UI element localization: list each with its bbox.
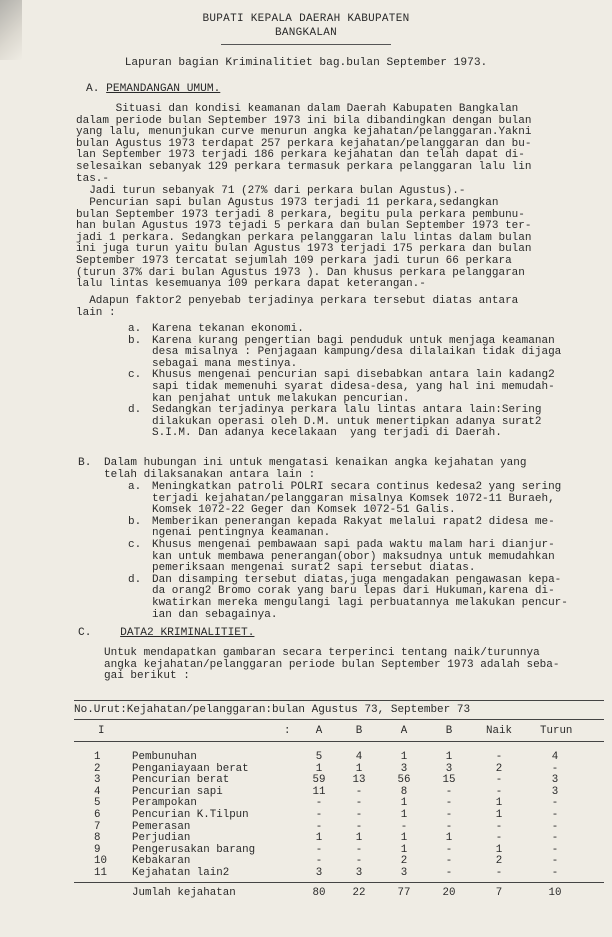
table-header-aug: A — [315, 725, 323, 737]
list-item-marker: a. — [128, 323, 142, 335]
table-row-value: - — [445, 797, 453, 810]
paragraph-line: lalu lintas kesemuanya 109 perkara dapat keterangan.- — [76, 278, 426, 291]
list-item-text: Dan disamping tersebut diatas,juga mengadakan pengawasan kepa- da orang2 Bromo corak yang baru lepas dari Hukuman,karena di- kwatirkan mereka mengulangi lagi perbuatannya melakukan pencur- ian dan sebagainya. — [152, 573, 568, 621]
table-row-crime: Pemerasan — [132, 820, 191, 833]
list-item-marker: a. — [128, 481, 142, 493]
table-row-value: - — [495, 751, 503, 763]
table-row-no: 11 — [94, 867, 107, 879]
table-row-value: - — [400, 820, 408, 833]
table-total-value: 80 — [312, 886, 326, 899]
table-row-crime: Perampokan — [132, 797, 197, 810]
table-row-value: - — [495, 785, 503, 798]
paragraph-line: lan September 1973 terjadi 186 perkara kejahatan dan telah dapat di- — [76, 149, 525, 162]
table-row-no: 2 — [94, 762, 101, 775]
paragraph-line: yang lalu, menunjukan curve menurun angka kejahatan/pelanggaran.Yakni — [76, 126, 532, 139]
table-row-no: 4 — [94, 785, 101, 798]
table-row-value: 2 — [495, 762, 503, 775]
table-row-crime: Pencurian K.Tilpun — [132, 809, 249, 821]
table-header-naik: Naik — [486, 725, 512, 737]
table-row-value: 1 — [445, 751, 453, 763]
list-item — [128, 575, 568, 621]
table-row-value: - — [445, 855, 453, 868]
list-item — [128, 324, 561, 336]
table-header-sep-sep: B — [445, 725, 453, 737]
table-row-value: - — [551, 832, 559, 845]
table-row-no: 10 — [94, 855, 107, 868]
table-row-value: - — [551, 843, 559, 856]
table-row-value: 3 — [445, 762, 453, 775]
table-row-value: 1 — [400, 809, 408, 821]
table-row-crime: Perjudian — [132, 832, 191, 845]
table-row-crime: Penganiayaan berat — [132, 762, 249, 775]
section-a-paragraph-4 — [76, 296, 606, 319]
section-c-intro — [104, 648, 612, 683]
paragraph-line: bulan September 1973 terjadi 8 perkara, begitu pula perkara pembunu- — [76, 208, 525, 221]
paragraph-line: tas.- — [76, 172, 110, 185]
table-row-value: 2 — [400, 855, 408, 868]
section-a-paragraph-1 — [76, 104, 606, 185]
paragraph-line: (turun 37% dari bulan Agustus 1973 ). Dan khusus perkara pelanggaran — [76, 266, 525, 279]
list-item-marker: c. — [128, 538, 142, 551]
list-item — [128, 336, 561, 371]
table-row-value: 11 — [312, 785, 326, 798]
table-row-value: - — [495, 774, 503, 787]
table-row-no: 7 — [94, 820, 101, 833]
table-subheader-rule — [74, 741, 604, 742]
table-total-value: 77 — [397, 886, 411, 899]
table-row-value: 3 — [400, 762, 408, 775]
list-item — [128, 540, 568, 575]
table-row-value: - — [495, 832, 503, 845]
list-item-text: Karena tekanan ekonomi. — [152, 323, 304, 335]
table-row-value: 5 — [315, 751, 323, 763]
table-total-value: 20 — [442, 886, 456, 899]
table-row-value: 3 — [355, 867, 363, 879]
table-row-value: 1 — [400, 797, 408, 810]
table-row-value: - — [315, 797, 323, 810]
table-row-value: - — [315, 809, 323, 821]
table-row-value: - — [551, 855, 559, 868]
list-item-text: Khusus mengenai pembawaan sapi pada waktu malam hari dianjur- kan untuk membawa penerangan(obor) maksudnya untuk memudahkan pemeriksaan mengenai surat2 sapi tersebut diatas. — [152, 538, 555, 575]
table-row-value: 1 — [400, 832, 408, 845]
table-row-value: 59 — [312, 774, 326, 787]
table-row-value: - — [355, 843, 363, 856]
list-item-marker: d. — [128, 404, 142, 417]
paragraph-line: September 1973 tercatat sejumlah 109 perkara jadi turun 66 perkara — [76, 254, 512, 267]
section-c-title: DATA2 KRIMINALITIET. — [120, 627, 255, 639]
table-row-value: - — [355, 797, 363, 810]
list-item — [128, 482, 568, 517]
paragraph-line: gai berikut : — [104, 670, 190, 683]
paragraph-line: han bulan Agustus 1973 tejadi 5 perkara dan bulan September 1973 ter- — [76, 220, 532, 233]
table-row-value: 4 — [355, 751, 363, 763]
table-row-value: 1 — [495, 843, 503, 856]
table-row-crime: Pencurian sapi — [132, 785, 223, 798]
table-row-value: - — [551, 809, 559, 821]
table-row-value: 1 — [315, 832, 323, 845]
table-total-value: 10 — [548, 886, 562, 899]
table-row-no: 9 — [94, 843, 101, 856]
letterhead-line2: BANGKALAN — [274, 27, 338, 39]
section-b-marker: B. — [78, 457, 92, 469]
table-row-crime: Pengerusakan barang — [132, 843, 256, 856]
table-top-rule — [74, 700, 604, 701]
table-row-crime: Pencurian berat — [132, 774, 230, 787]
paragraph-line: lain : — [76, 306, 116, 319]
paragraph-line: telah dilaksanakan antara lain : — [104, 468, 316, 481]
paragraph-line: Dalam hubungan ini untuk mengatasi kenaikan angka kejahatan yang — [104, 457, 527, 469]
table-row-value: - — [445, 809, 453, 821]
letterhead — [0, 12, 612, 45]
table-row-crime: Kejahatan lain2 — [132, 867, 230, 879]
section-a-title: PEMANDANGAN UMUM. — [106, 83, 221, 95]
table-row-value: 1 — [355, 762, 363, 775]
paragraph-line: Pencurian sapi bulan Agustus 1973 terjadi 11 perkara,sedangkan — [76, 197, 499, 209]
table-row-value: - — [551, 820, 559, 833]
table-header-sep: B — [355, 725, 363, 737]
table-row-value: - — [551, 762, 559, 775]
section-a-factor-list — [128, 324, 561, 440]
list-item-text: Memberikan penerangan kepada Rakyat melalui rapat2 didesa me- ngenai pentingnya keamanan. — [152, 515, 555, 540]
section-a-paragraph-2: Jadi turun sebanyak 71 (27% dari perkara bulan Agustus).- — [76, 185, 466, 197]
section-a-marker: A. — [86, 83, 100, 95]
section-b-intro — [104, 458, 612, 481]
table-row-crime: Kebakaran — [132, 855, 191, 868]
section-b-action-list — [128, 482, 568, 621]
table-row-value: - — [315, 855, 323, 868]
table-row-value: 1 — [355, 832, 363, 845]
table-row-value: - — [355, 855, 363, 868]
table-title: No.Urut:Kejahatan/pelanggaran:bulan Agustus 73, September 73 — [74, 704, 471, 716]
table-row-value: 13 — [352, 774, 366, 787]
table-header-sep: : — [284, 725, 291, 737]
list-item-text: Meningkatkan patroli POLRI secara continus kedesa2 yang sering terjadi kejahatan/pelanggaran misalnya Komsek 1072-11 Buraeh, Komsek 1072-22 Geger dan Komsek 1072-51 Galis. — [152, 481, 562, 517]
list-item-marker: b. — [128, 515, 142, 528]
table-row-value: - — [445, 820, 453, 833]
paragraph-line: jadi 1 perkara. Sedangkan perkara pelanggaran lalu lintas dalam bulan — [76, 231, 532, 244]
list-item-text: Khusus mengenai pencurian sapi disebabkan antara lain kadang2 sapi tidak memenuhi syarat didesa-desa, yang hal ini memudah- kan penjahat untuk melakukan pencurian. — [152, 369, 555, 405]
letterhead-rule — [221, 44, 391, 45]
table-row-value: - — [445, 843, 453, 856]
paragraph-line: Situasi dan kondisi keamanan dalam Daerah Kabupaten Bangkalan — [76, 103, 519, 115]
table-row-value: - — [495, 820, 503, 833]
table-row-value: - — [445, 867, 453, 879]
paragraph-line: bulan Agustus 1973 terdapat 257 perkara kejahatan/pelanggaran dan bu- — [76, 137, 532, 150]
table-row-value: - — [495, 867, 503, 879]
table-row-value: - — [355, 820, 363, 833]
section-a-heading — [86, 84, 220, 96]
table-row-value: 2 — [495, 855, 503, 868]
section-a-paragraph-3 — [76, 198, 606, 291]
table-row-value: 3 — [551, 785, 559, 798]
paragraph-line: ini juga turun yaitu bulan Agustus 1973 terjadi 175 perkara dan bulan — [76, 243, 532, 256]
table-row-value: 1 — [400, 843, 408, 856]
table-row-value: 1 — [495, 797, 503, 810]
table-row-value: - — [355, 785, 363, 798]
list-item-marker: c. — [128, 369, 142, 382]
table-header-no: I — [98, 725, 105, 737]
paragraph-line: Adapun faktor2 penyebab terjadinya perkara tersebut diatas antara — [76, 295, 519, 307]
table-row-value: - — [355, 809, 363, 821]
table-total-value: 7 — [495, 886, 503, 899]
table-row-no: 6 — [94, 809, 101, 821]
table-total-rule — [74, 882, 604, 883]
table-row-value: 8 — [400, 785, 408, 798]
list-item-text: Karena kurang pengertian bagi penduduk untuk menjaga keamanan desa misalnya : Penjagaan kampung/desa dilalaikan tidak dijaga sebagai mana mestinya. — [152, 334, 562, 370]
table-header-rule — [74, 719, 604, 720]
table-row-value: 4 — [551, 751, 559, 763]
list-item-text: Sedangkan terjadinya perkara lalu lintas antara lain:Sering dilakukan operasi oleh D.M. untuk menertipkan adanya surat2 S.I.M. Dan adanya kecelakaan yang terjadi di Daerah. — [152, 404, 542, 440]
section-c-marker: C. — [78, 627, 92, 639]
table-row-value: 1 — [495, 809, 503, 821]
table-row-value: 1 — [315, 762, 323, 775]
table-row-value: 3 — [400, 867, 408, 879]
table-row-no: 8 — [94, 832, 101, 845]
list-item — [128, 517, 568, 540]
paragraph-line: angka kejahatan/pelanggaran periode bulan September 1973 adalah seba- — [104, 658, 560, 671]
paragraph-line: selesaikan sebanyak 129 perkara termasuk perkara pelanggaran lalu lin — [76, 160, 532, 173]
letterhead-line1: BUPATI KEPALA DAERAH KABUPATEN — [202, 13, 410, 25]
table-row-value: - — [315, 820, 323, 833]
table-row-value: 15 — [442, 774, 456, 787]
table-row-value: 3 — [315, 867, 323, 879]
table-row-value: 1 — [445, 832, 453, 845]
table-row-crime: Pembunuhan — [132, 751, 197, 763]
table-row-value: - — [315, 843, 323, 856]
paragraph-line: Untuk mendapatkan gambaran secara terperinci tentang naik/turunnya — [104, 647, 540, 659]
table-total-value: 22 — [352, 886, 366, 899]
table-row-value: 1 — [400, 751, 408, 763]
table-row-value: - — [445, 785, 453, 798]
list-item — [128, 370, 561, 405]
table-row-value: 3 — [551, 774, 559, 787]
table-header-turun: Turun — [540, 725, 573, 737]
table-row-value: - — [551, 797, 559, 810]
table-row-value: - — [551, 867, 559, 879]
table-row-value: 56 — [397, 774, 411, 787]
section-c-heading — [78, 628, 254, 640]
table-header-sep-aug: A — [400, 725, 408, 737]
table-row-no: 3 — [94, 774, 101, 787]
list-item-marker: d. — [128, 573, 142, 586]
list-item — [128, 405, 561, 440]
table-total-label: Jumlah kejahatan — [132, 886, 236, 899]
report-title: Lapuran bagian Kriminalitiet bag.bulan September 1973. — [124, 57, 488, 69]
table-row-no: 5 — [94, 797, 101, 810]
paragraph-line: dalam periode bulan September 1973 ini bila dibandingkan dengan bulan — [76, 114, 532, 127]
table-row-no: 1 — [94, 751, 101, 763]
list-item-marker: b. — [128, 334, 142, 347]
